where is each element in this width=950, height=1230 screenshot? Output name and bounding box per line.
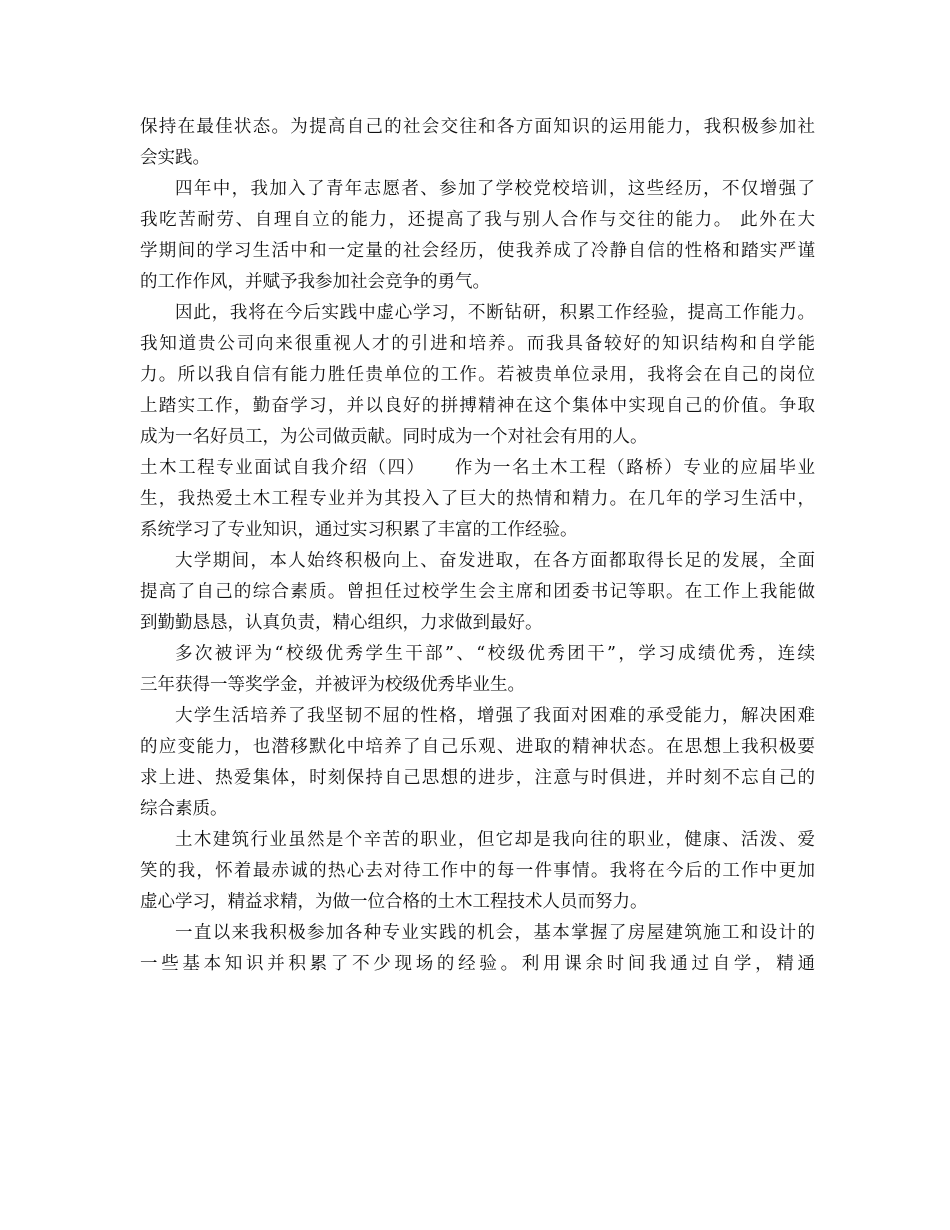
text-line: 学期间的学习生活中和一定量的社会经历，使我养成了冷静自信的性格和踏实严谨 — [140, 241, 815, 261]
text-line: 一些基本知识并积累了不少现场的经验。利用课余时间我通过自学，精通 — [140, 954, 815, 974]
text-line: 多次被评为“校级优秀学生干部”、“校级优秀团干”，学习成绩优秀，连续 — [175, 644, 815, 664]
text-line: 虚心学习，精益求精，为做一位合格的土木工程技术人员而努力。 — [140, 892, 648, 912]
text-line: 一直以来我积极参加各种专业实践的机会，基本掌握了房屋建筑施工和设计的 — [175, 923, 815, 943]
text-line: 笑的我，怀着最赤诚的热心去对待工作中的每一件事情。我将在今后的工作中更加 — [140, 861, 815, 881]
text-line: 会实践。 — [140, 148, 210, 168]
text-line: 大学生活培养了我坚韧不屈的性格，增强了我面对困难的承受能力，解决困难 — [175, 706, 815, 726]
text-line: 上踏实工作，勤奋学习，并以良好的拼搏精神在这个集体中实现自己的价值。争取 — [140, 396, 815, 416]
text-line: 成为一名好员工，为公司做贡献。同时成为一个对社会有用的人。 — [140, 427, 648, 447]
text-line: 综合素质。 — [140, 799, 228, 819]
text-line: 我知道贵公司向来很重视人才的引进和培养。而我具备较好的知识结构和自学能 — [140, 334, 815, 354]
text-line: 土木建筑行业虽然是个辛苦的职业，但它却是我向往的职业，健康、活泼、爱 — [175, 830, 815, 850]
text-line: 我吃苦耐劳、自理自立的能力，还提高了我与别人合作与交往的能力。 此外在大 — [140, 210, 815, 230]
text-line: 力。所以我自信有能力胜任贵单位的工作。若被贵单位录用，我将会在自己的岗位 — [140, 365, 815, 385]
text-line: 生，我热爱土木工程专业并为其投入了巨大的热情和精力。在几年的学习生活中， — [140, 489, 815, 509]
text-line: 求上进、热爱集体，时刻保持自己思想的进步，注意与时俱进，并时刻不忘自己的 — [140, 768, 815, 788]
text-line: 保持在最佳状态。为提高自己的社会交往和各方面知识的运用能力，我积极参加社 — [140, 117, 815, 137]
text-line: 三年获得一等奖学金，并被评为校级优秀毕业生。 — [140, 675, 525, 695]
text-line: 大学期间，本人始终积极向上、奋发进取，在各方面都取得长足的发展，全面 — [175, 551, 815, 571]
document-body — [140, 112, 815, 980]
text-line: 到勤勤恳恳，认真负责，精心组织，力求做到最好。 — [140, 613, 543, 633]
text-line: 土木工程专业面试自我介绍（四） 作为一名土木工程（路桥）专业的应届毕业 — [140, 458, 815, 478]
text-line: 的应变能力，也潜移默化中培养了自己乐观、进取的精神状态。在思想上我积极要 — [140, 737, 815, 757]
text-line: 因此，我将在今后实践中虚心学习，不断钻研，积累工作经验，提高工作能力。 — [175, 303, 815, 323]
text-line: 系统学习了专业知识，通过实习积累了丰富的工作经验。 — [140, 520, 578, 540]
text-line: 提高了自己的综合素质。曾担任过校学生会主席和团委书记等职。在工作上我能做 — [140, 582, 815, 602]
text-line: 四年中，我加入了青年志愿者、参加了学校党校培训，这些经历，不仅增强了 — [175, 179, 815, 199]
text-line: 的工作作风，并赋予我参加社会竞争的勇气。 — [140, 272, 490, 292]
